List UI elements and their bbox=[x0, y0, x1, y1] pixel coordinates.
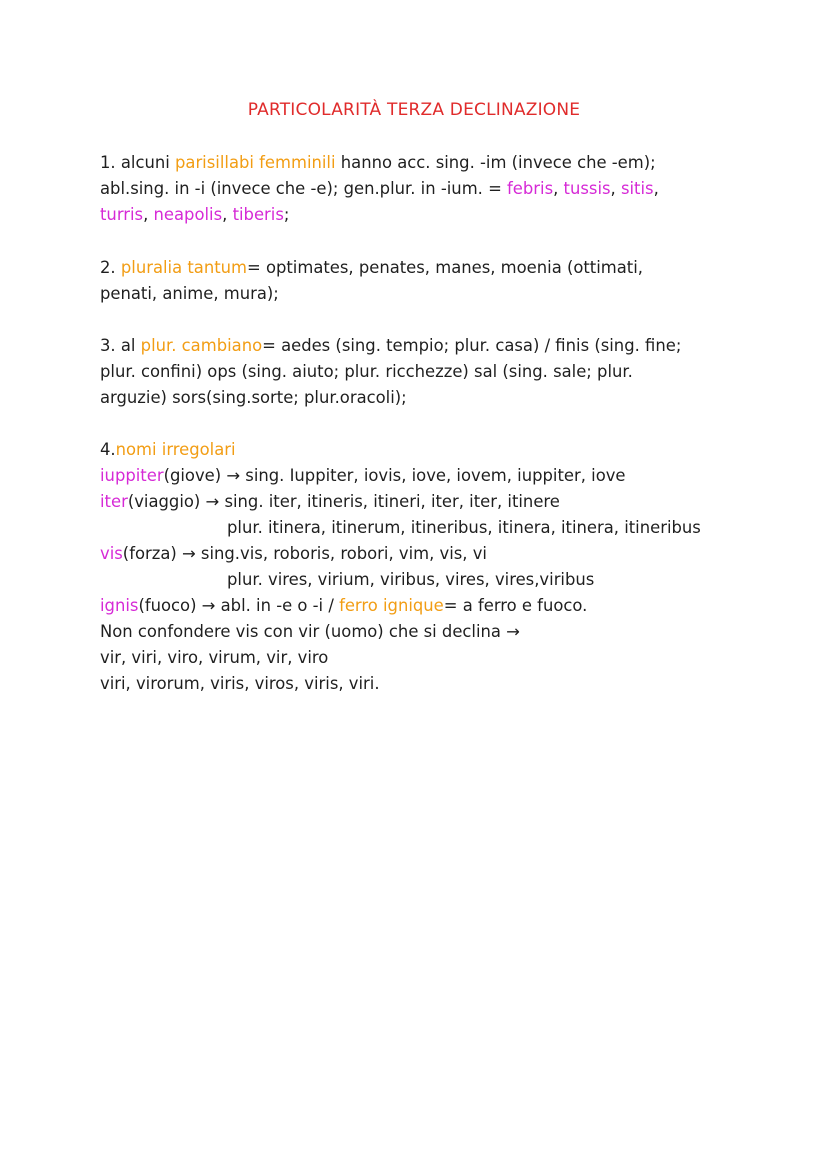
text-span: 1. alcuni bbox=[100, 153, 175, 172]
example-word: sitis bbox=[620, 179, 654, 198]
example-word: turris bbox=[100, 205, 144, 224]
section-3 bbox=[100, 333, 740, 411]
iuppiter-line bbox=[100, 463, 740, 489]
section-1-line-1 bbox=[100, 150, 740, 176]
section-1-line-3 bbox=[100, 202, 740, 228]
vir-plural-line: viri, virorum, viris, viros, viris, viri. bbox=[100, 674, 380, 693]
highlight-term: nomi irregolari bbox=[115, 440, 236, 459]
ignis-line bbox=[100, 593, 740, 619]
example-word: tiberis bbox=[232, 205, 284, 224]
section-2 bbox=[100, 255, 740, 307]
iter-line bbox=[100, 489, 740, 515]
example-word: vis bbox=[100, 544, 123, 563]
example-word: febris bbox=[507, 179, 554, 198]
highlight-term: ferro ignique bbox=[339, 596, 444, 615]
section-2-line-1 bbox=[100, 255, 740, 281]
vis-line bbox=[100, 541, 740, 567]
page-title: PARTICOLARITÀ TERZA DECLINAZIONE bbox=[247, 100, 581, 120]
text-span: 4. bbox=[100, 440, 116, 459]
text-span: 3. al bbox=[100, 336, 141, 355]
text-span: = optimates, penates, manes, moenia (ottimati, bbox=[247, 258, 643, 277]
vir-note-line: Non confondere vis con vir (uomo) che si declina → bbox=[100, 622, 520, 641]
highlight-term: pluralia tantum bbox=[120, 258, 247, 277]
section-3-line-3: arguzie) sors(sing.sorte; plur.oracoli); bbox=[100, 388, 407, 407]
example-word: iuppiter bbox=[100, 466, 164, 485]
text-span: abl.sing. in -i (invece che -e); gen.plur. in -ium. = bbox=[100, 179, 508, 198]
section-4 bbox=[100, 437, 740, 697]
section-1 bbox=[100, 150, 740, 228]
vis-plural-line: plur. vires, virium, viribus, vires, vires,viribus bbox=[227, 570, 595, 589]
text-span: (fuoco) → abl. in -e o -i / bbox=[138, 596, 340, 615]
separator: , bbox=[143, 205, 154, 224]
separator: , bbox=[553, 179, 564, 198]
example-word: tussis bbox=[563, 179, 611, 198]
highlight-term: parisillabi femminili bbox=[175, 153, 336, 172]
iter-plural-line: plur. itinera, itinerum, itineribus, itinera, itinera, itineribus bbox=[227, 518, 701, 537]
text-span: = a ferro e fuoco. bbox=[443, 596, 588, 615]
separator: ; bbox=[283, 205, 290, 224]
separator: , bbox=[222, 205, 233, 224]
section-3-line-1 bbox=[100, 333, 740, 359]
text-span: (viaggio) → sing. iter, itineris, itineri, iter, iter, itinere bbox=[127, 492, 560, 511]
example-word: ignis bbox=[100, 596, 139, 615]
separator: , bbox=[610, 179, 621, 198]
text-span: (giove) → sing. Iuppiter, iovis, iove, iovem, iuppiter, iove bbox=[163, 466, 626, 485]
example-word: neapolis bbox=[153, 205, 223, 224]
text-span: 2. bbox=[100, 258, 121, 277]
vir-singular-line: vir, viri, viro, virum, vir, viro bbox=[100, 648, 329, 667]
section-2-line-2: penati, anime, mura); bbox=[100, 284, 279, 303]
section-3-line-2: plur. confini) ops (sing. aiuto; plur. ricchezze) sal (sing. sale; plur. bbox=[100, 362, 633, 381]
section-4-heading bbox=[100, 437, 740, 463]
text-span: hanno acc. sing. -im (invece che -em); bbox=[335, 153, 656, 172]
section-1-line-2 bbox=[100, 176, 740, 202]
text-span: = aedes (sing. tempio; plur. casa) / finis (sing. fine; bbox=[262, 336, 682, 355]
separator: , bbox=[653, 179, 659, 198]
example-word: iter bbox=[100, 492, 128, 511]
highlight-term: plur. cambiano bbox=[140, 336, 263, 355]
text-span: (forza) → sing.vis, roboris, robori, vim, vis, vi bbox=[122, 544, 487, 563]
